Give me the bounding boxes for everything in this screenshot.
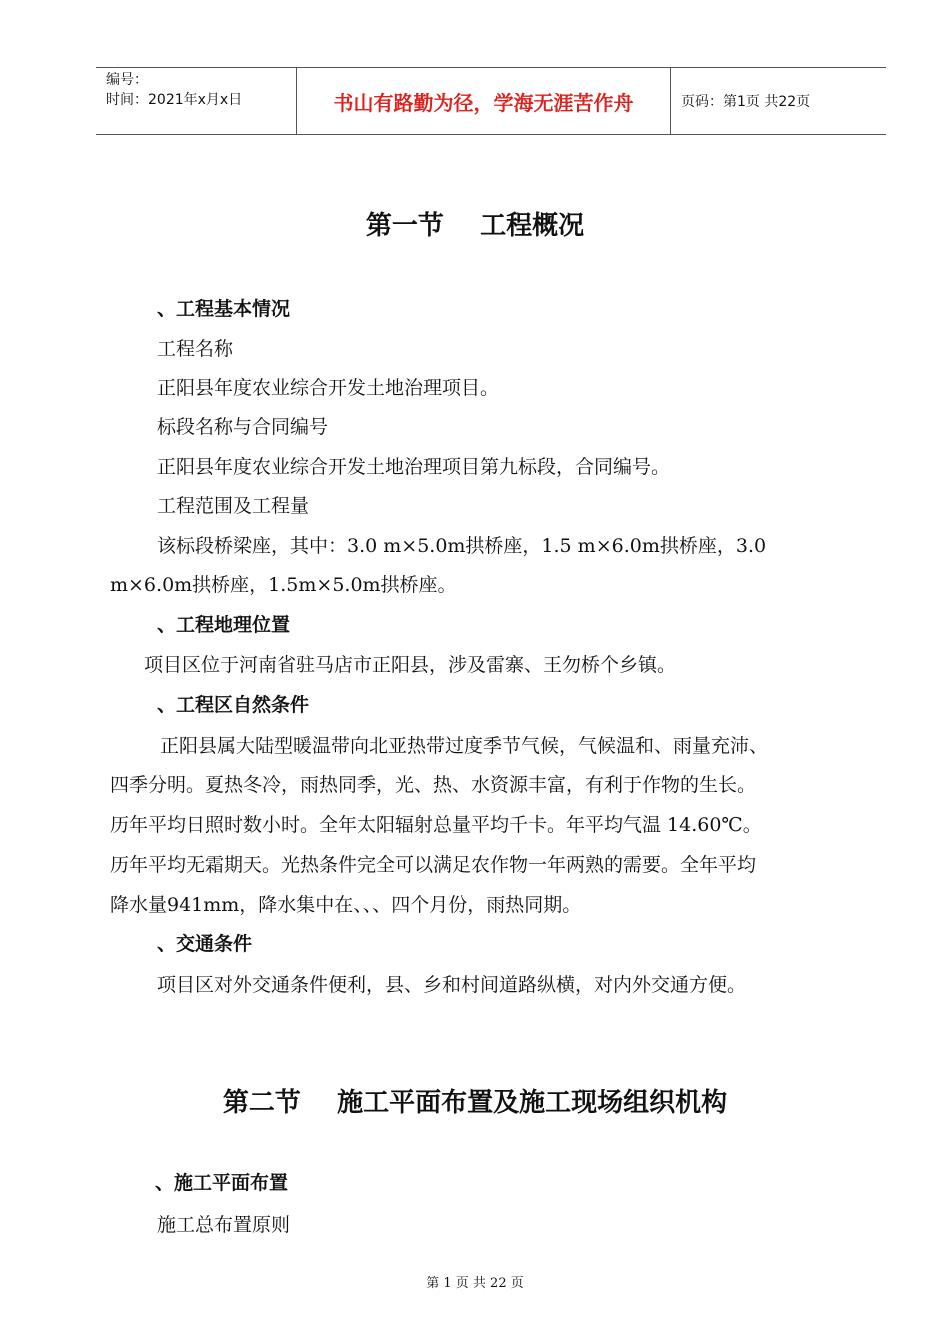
paragraph-name: 正阳县年度农业综合开发土地治理项目。 [157,377,500,399]
section1-title: 第一节 工程概况 [365,211,585,241]
time-label: 时间：2021年x月x日 [106,92,243,108]
section2-title: 第二节 施工平面布置及施工现场组织机构 [222,1088,728,1118]
paragraph-scope-label: 工程范围及工程量 [157,495,310,517]
paragraph-lot-label: 标段名称与合同编号 [157,416,329,438]
paragraph-name-label: 工程名称 [157,338,234,360]
serial-label: 编号： [106,72,148,88]
header-meta-cell [96,68,297,134]
paragraph-lot: 正阳县年度农业综合开发土地治理项目第九标段，合同编号。 [157,456,671,478]
paragraph-layout-principle: 施工总布置原则 [157,1214,291,1236]
header-motto: 书山有路勤为径，学海无涯苦作舟 [297,68,671,134]
paragraph-nature-line5: 降水量941mm，降水集中在、、、四个月份，雨热同期。 [110,894,582,916]
heading-basic-info: 、工程基本情况 [157,298,291,320]
page-footer: 第 1 页 共 22 页 [426,1276,524,1291]
paragraph-scope-line2: m×6.0m拱桥座，1.5m×5.0m拱桥座。 [110,574,457,596]
paragraph-nature-line2: 四季分明。夏热冬冷，雨热同季，光、热、水资源丰富，有利于作物的生长。 [110,774,757,796]
heading-natural-conditions: 、工程区自然条件 [157,694,310,716]
paragraph-nature-line1: 正阳县属大陆型暖温带向北亚热带过度季节气候，气候温和、雨量充沛、 [160,735,769,757]
header-page-info: 页码：第1页 共22页 [681,94,811,110]
heading-location: 、工程地理位置 [157,614,291,636]
paragraph-nature-line4: 历年平均无霜期天。光热条件完全可以满足农作物一年两熟的需要。全年平均 [110,854,757,876]
paragraph-scope-line1: 该标段桥梁座，其中：3.0 m×5.0m拱桥座，1.5 m×6.0m拱桥座，3.0 [157,535,767,557]
paragraph-traffic: 项目区对外交通条件便利，县、乡和村间道路纵横，对内外交通方便。 [157,974,747,996]
paragraph-nature-line3: 历年平均日照时数小时。全年太阳辐射总量平均千卡。年平均气温 14.60℃。 [110,814,762,836]
document-header [96,67,886,135]
paragraph-location: 项目区位于河南省驻马店市正阳县，涉及雷寨、王勿桥个乡镇。 [144,654,677,676]
heading-site-layout: 、施工平面布置 [155,1172,289,1194]
heading-traffic: 、交通条件 [157,933,253,955]
